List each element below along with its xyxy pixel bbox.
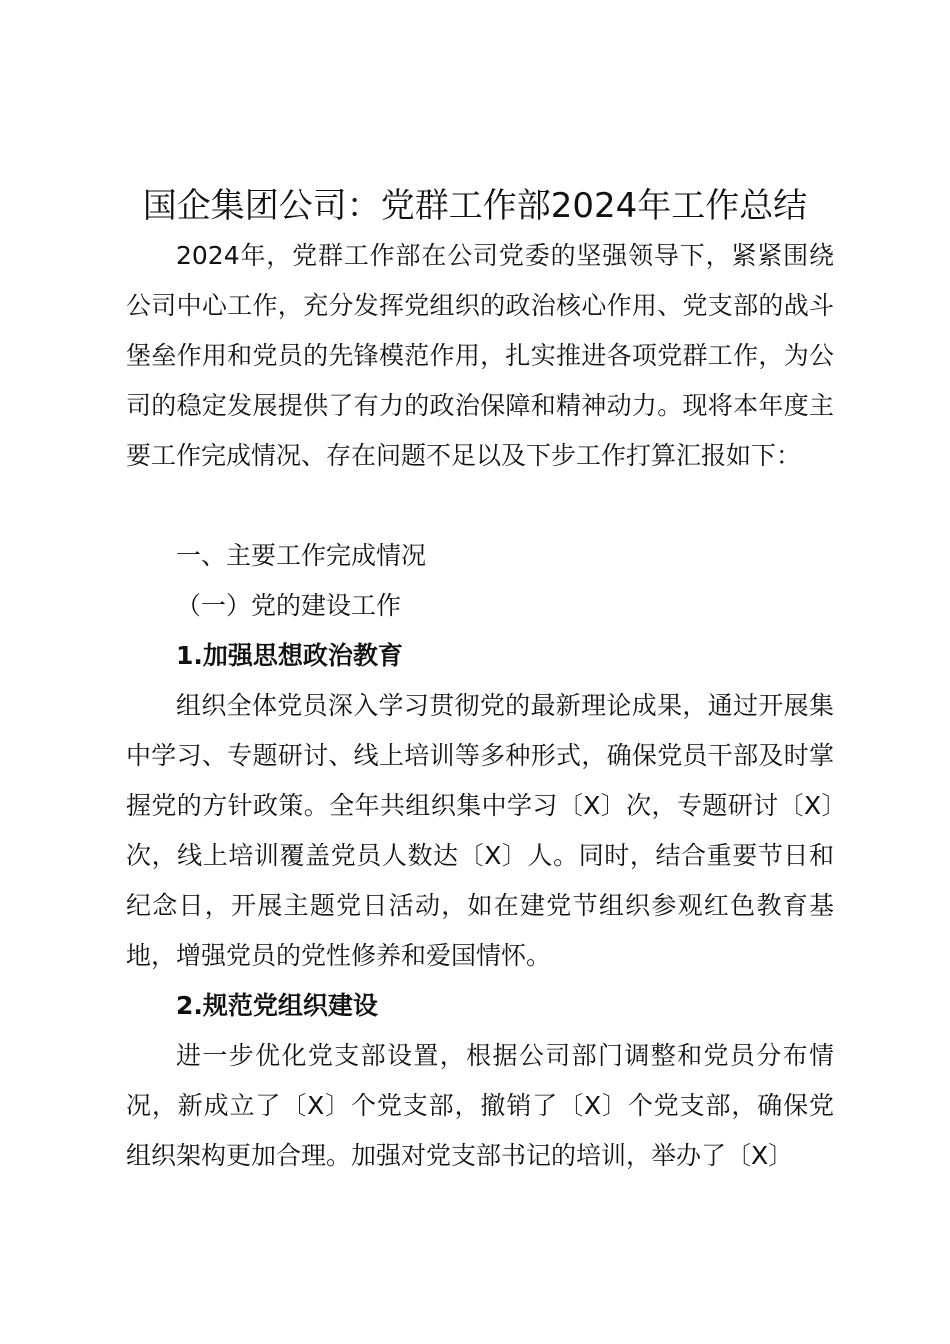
document-title: 国企集团公司：党群工作部2024年工作总结 (142, 186, 808, 226)
item-paragraph-organization-building: 进一步优化党支部设置，根据公司部门调整和党员分布情况，新成立了〔X〕个党支部，撤销了〔X〕个党支部，确保党组织架构更加合理。加强对党支部书记的培训，举办了〔X〕 (126, 1041, 834, 1170)
subsection-heading-party-building: （一）党的建设工作 (176, 591, 402, 620)
intro-paragraph: 2024年，党群工作部在公司党委的坚强领导下，紧紧围绕公司中心工作，充分发挥党组织的政治核心作用、党支部的战斗堡垒作用和党员的先锋模范作用，扎实推进各项党群工作，为公司的稳定发展提供了有力的政治保障和精神动力。现将本年度主要工作完成情况、存在问题不足以及下步工作打算汇报如下： (126, 241, 834, 470)
item-paragraph-political-education: 组织全体党员深入学习贯彻党的最新理论成果，通过开展集中学习、专题研讨、线上培训等多种形式，确保党员干部及时掌握党的方针政策。全年共组织集中学习〔X〕次，专题研讨〔X〕次，线上培训覆盖党员人数达〔X〕人。同时，结合重要节日和纪念日，开展主题党日活动，如在建党节组织参观红色教育基地，增强党员的党性修养和爱国情怀。 (126, 691, 834, 970)
item-heading-organization-building: 2.规范党组织建设 (176, 991, 378, 1020)
section-heading-main-work: 一、主要工作完成情况 (176, 541, 427, 570)
item-heading-political-education: 1.加强思想政治教育 (176, 641, 403, 670)
